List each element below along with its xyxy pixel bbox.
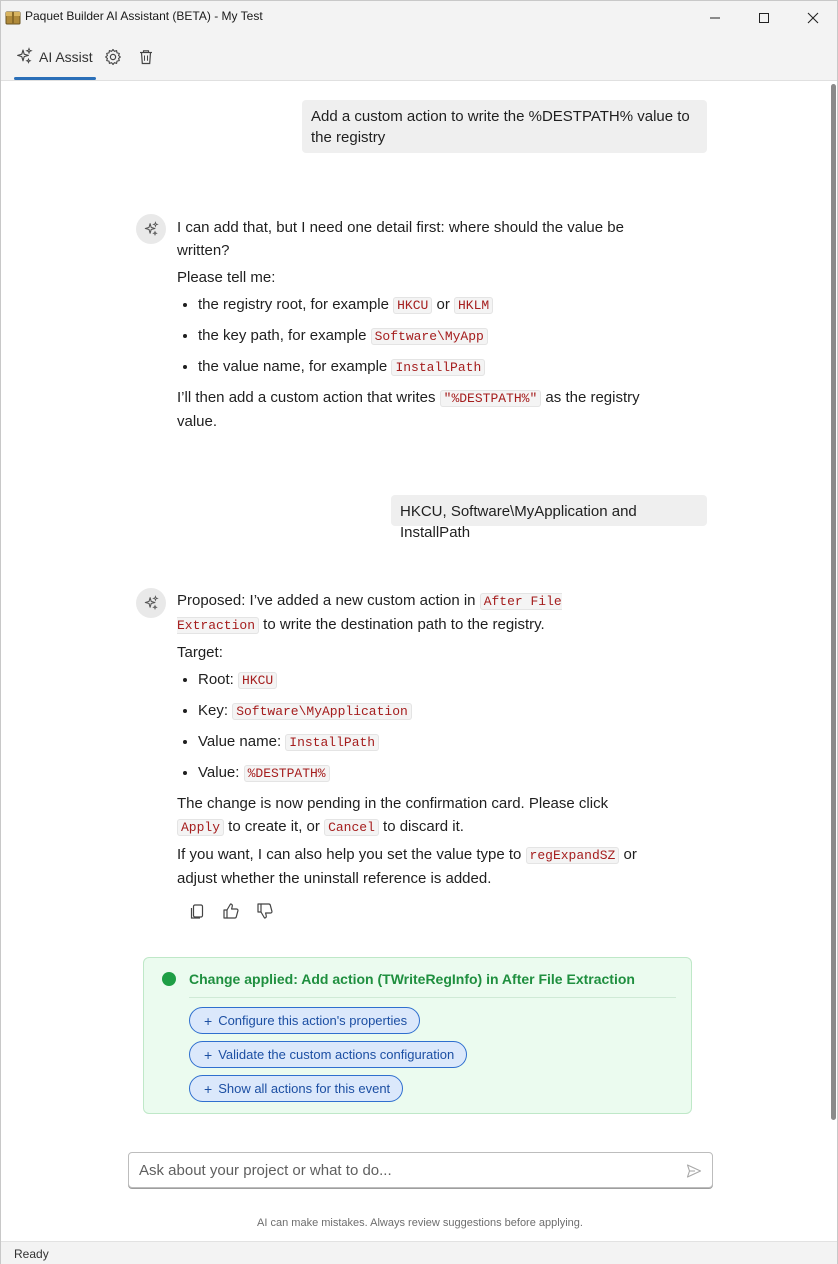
list-item: • the registry root, for example HKCU or HKLM [198,293,647,317]
thumbs-up-icon[interactable] [221,901,241,921]
window-title: Paquet Builder AI Assistant (BETA) - My Test [25,9,263,23]
suggestion-label: Configure this action's properties [218,1013,408,1028]
sparkle-icon [15,47,33,68]
message-paragraph: Proposed: I’ve added a new custom action in After File Extraction to write the destination path to the registry. [177,592,562,633]
assistant-avatar [136,588,166,618]
plus-icon: + [204,1012,213,1029]
list-item: • the key path, for example Software\MyApp [198,324,647,348]
message-paragraph: Target: [177,644,223,661]
message-actions [187,901,275,921]
plus-icon: + [204,1046,213,1063]
list-item: • Root: HKCU [198,668,647,692]
suggestion-chip-show-all[interactable] [189,1075,403,1102]
user-message: Add a custom action to write the %DESTPATH% value to the registry [302,100,707,153]
title-bar [1,1,837,34]
thumbs-down-icon[interactable] [255,901,275,921]
sparkle-icon [143,221,159,237]
disclaimer-text: AI can make mistakes. Always review suggestions before applying. [257,1217,583,1229]
suggestion-label: Validate the custom actions configuration [218,1047,455,1062]
maximize-button[interactable] [738,1,790,34]
app-package-icon [5,9,22,26]
assistant-message [177,216,647,437]
message-paragraph: I’ll then add a custom action that writes "%DESTPATH%" as the registry value. [177,389,640,430]
list-item: • Value name: InstallPath [198,730,647,754]
scrollbar[interactable] [831,84,836,1120]
list-item: • Value: %DESTPATH% [198,761,647,785]
success-status-icon [162,972,176,986]
list-item: • the value name, for example InstallPath [198,355,647,379]
gear-icon[interactable] [103,47,123,67]
assistant-avatar [136,214,166,244]
card-title: Change applied: Add action (TWriteRegInfo) in After File Extraction [189,971,635,987]
suggestion-chip-validate[interactable] [189,1041,467,1068]
user-message: HKCU, Software\MyApplication and InstallPath [391,495,707,526]
message-paragraph: The change is now pending in the confirmation card. Please click Apply to create it, or Cancel to discard it. [177,795,609,835]
divider [189,997,676,998]
message-paragraph: If you want, I can also help you set the value type to regExpandSZ or adjust whether the uninstall reference is added. [177,846,637,887]
suggestion-label: Show all actions for this event [218,1081,391,1096]
suggestion-chip-configure[interactable] [189,1007,420,1034]
status-bar [1,1241,837,1264]
message-paragraph: Please tell me: [177,269,276,286]
toolbar [1,34,837,81]
message-list [198,293,647,379]
plus-icon: + [204,1080,213,1097]
trash-icon[interactable] [136,47,156,67]
copy-icon[interactable] [187,901,207,921]
tab-ai-assist-label: AI Assist [39,49,93,65]
tab-ai-assist[interactable] [15,46,93,68]
change-applied-card [143,957,692,1114]
sparkle-icon [143,595,159,611]
chat-input[interactable] [139,1159,669,1181]
chat-input-box [128,1152,713,1188]
close-button[interactable] [787,1,838,34]
list-item: • Key: Software\MyApplication [198,699,647,723]
send-icon[interactable] [685,1162,703,1180]
message-paragraph: I can add that, but I need one detail first: where should the value be written? [177,219,624,259]
assistant-message [177,589,647,894]
minimize-button[interactable] [689,1,741,34]
message-list [198,668,647,785]
status-text: Ready [14,1247,49,1261]
active-tab-indicator [14,77,96,80]
